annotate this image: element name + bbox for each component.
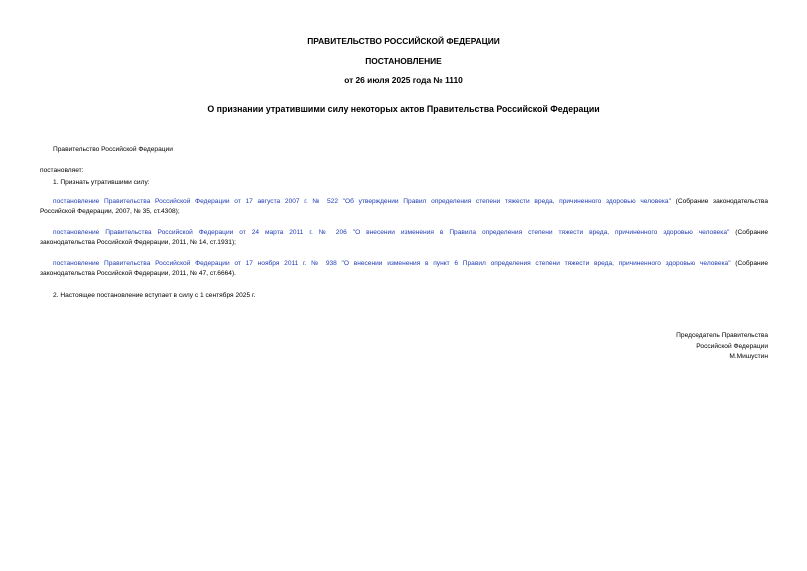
document-title: О признании утратившими силу некоторых актов Правительства Российской Федерации (207, 104, 600, 114)
repealed-act-3-source-b: законодательства Российской Федерации, 2011, № 47, ст.6664). (40, 270, 236, 277)
repealed-act-3-link[interactable]: постановление Правительства Российской Федерации от 17 ноября 2011 г. № 938 "О внесении изменения в пункт 6 Правил определения степени тяжести вреда, причиненного здоровью человека" (53, 260, 731, 267)
document-date-number: от 26 июля 2025 года № 1110 (344, 75, 463, 85)
repealed-act-1-source-b: Российской Федерации, 2007, № 35, ст.4308); (40, 208, 180, 215)
resolves-line: постановляет: (40, 167, 84, 174)
issuer-line: Правительство Российской Федерации (53, 146, 173, 153)
item-2: 2. Настоящее постановление вступает в силу с 1 сентября 2025 г. (53, 292, 256, 299)
repealed-act-1-line1 (40, 197, 768, 207)
repealed-act-2-link[interactable]: постановление Правительства Российской Федерации от 24 марта 2011 г. № 206 "О внесении изменения в Правила определения степени тяжести вреда, причиненного здоровью человека" (53, 229, 730, 236)
repealed-act-2-source-b: законодательства Российской Федерации, 2011, № 14, ст.1931); (40, 239, 236, 246)
repealed-act-2 (40, 228, 768, 248)
repealed-act-1-link[interactable]: постановление Правительства Российской Федерации от 17 августа 2007 г. № 522 "Об утверждении Правил определения степени тяжести вреда, причиненного здоровью человека" (53, 198, 671, 205)
signature-position-line1: Председатель Правительства (676, 332, 768, 339)
document-authority: ПРАВИТЕЛЬСТВО РОССИЙСКОЙ ФЕДЕРАЦИИ (307, 36, 500, 46)
document-type: ПОСТАНОВЛЕНИЕ (365, 56, 442, 66)
repealed-act-2-source-a: (Собрание (729, 229, 768, 236)
repealed-act-3-line1 (40, 259, 768, 269)
signature-block (676, 331, 768, 363)
signature-position-line2: Российской Федерации (696, 342, 768, 350)
repealed-act-1-source-a: (Собрание законодательства (670, 198, 768, 205)
repealed-act-1 (40, 197, 768, 217)
repealed-act-3-source-a: (Собрание (730, 260, 768, 267)
signature-name: М.Мишустин (729, 353, 768, 360)
repealed-act-3 (40, 259, 768, 279)
item-1: 1. Признать утратившими силу: (53, 179, 150, 186)
repealed-act-2-line1 (40, 228, 768, 238)
